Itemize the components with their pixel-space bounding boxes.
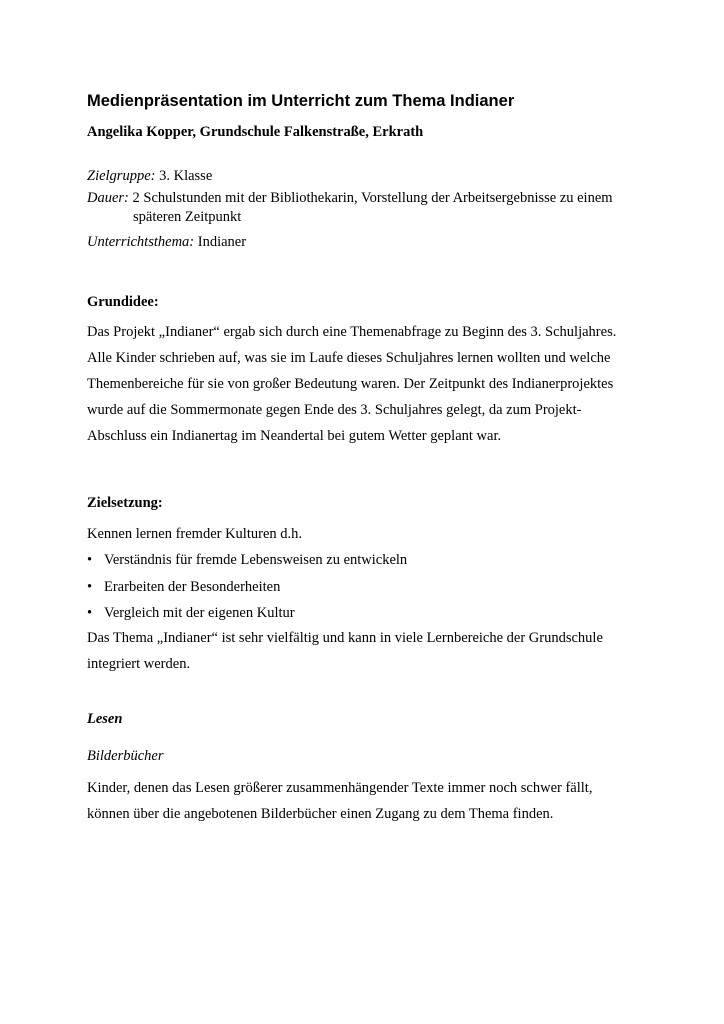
bullet-text: Verständnis für fremde Lebensweisen zu entwickeln xyxy=(104,552,408,568)
grundidee-line: Abschluss ein Indianertag im Neandertal bei gutem Wetter geplant war. xyxy=(87,428,502,444)
zielsetzung-intro: Kennen lernen fremder Kulturen d.h. xyxy=(87,526,303,542)
dauer-value: 2 Schulstunden mit der Bibliothekarin, Vorstellung der Arbeitsergebnisse zu einem xyxy=(128,190,613,206)
zielsetzung-outro: Das Thema „Indianer“ ist sehr vielfältig und kann in viele Lernbereiche der Grundschule xyxy=(87,630,603,646)
author-line: Angelika Kopper, Grundschule Falkenstraße, Erkrath xyxy=(87,124,424,140)
grundidee-line: wurde auf die Sommermonate gegen Ende des 3. Schuljahres gelegt, da zum Projekt- xyxy=(87,402,582,418)
bullet-text: Erarbeiten der Besonderheiten xyxy=(104,579,281,595)
unterrichtsthema-label: Unterrichtsthema: xyxy=(87,234,195,250)
lesen-line: können über die angebotenen Bilderbücher einen Zugang zu dem Thema finden. xyxy=(87,806,554,822)
document-title: Medienpräsentation im Unterricht zum Thema Indianer xyxy=(87,92,515,110)
zielsetzung-bullet-item xyxy=(87,605,295,622)
zielsetzung-outro: integriert werden. xyxy=(87,656,191,672)
zielsetzung-bullet-item xyxy=(87,552,407,569)
meta-zielgruppe xyxy=(87,165,212,187)
bullet-icon: • xyxy=(87,605,93,621)
lesen-line: Kinder, denen das Lesen größerer zusammenhängender Texte immer noch schwer fällt, xyxy=(87,780,593,796)
grundidee-line: Themenbereiche für sie von großer Bedeutung waren. Der Zeitpunkt des Indianerprojektes xyxy=(87,376,614,392)
grundidee-line: Alle Kinder schrieben auf, was sie im Laufe dieses Schuljahres lernen wollten und welche xyxy=(87,350,611,366)
unterrichtsthema-value: Indianer xyxy=(194,234,247,250)
grundidee-heading: Grundidee: xyxy=(87,294,159,310)
bullet-icon: • xyxy=(87,579,93,595)
bullet-text: Vergleich mit der eigenen Kultur xyxy=(104,605,295,621)
zielsetzung-heading: Zielsetzung: xyxy=(87,495,163,511)
dauer-value-continued: späteren Zeitpunkt xyxy=(133,209,242,225)
bullet-icon: • xyxy=(87,552,93,568)
bilderbuecher-subheading: Bilderbücher xyxy=(87,748,164,764)
zielsetzung-bullet-item xyxy=(87,579,280,596)
grundidee-line: Das Projekt „Indianer“ ergab sich durch eine Themenabfrage zu Beginn des 3. Schuljahres. xyxy=(87,324,617,340)
lesen-heading: Lesen xyxy=(87,711,123,727)
dauer-label: Dauer: xyxy=(87,190,129,206)
meta-dauer xyxy=(87,187,613,209)
meta-unterrichtsthema xyxy=(87,231,246,253)
zielgruppe-value: 3. Klasse xyxy=(155,168,213,184)
zielgruppe-label: Zielgruppe: xyxy=(87,168,156,184)
